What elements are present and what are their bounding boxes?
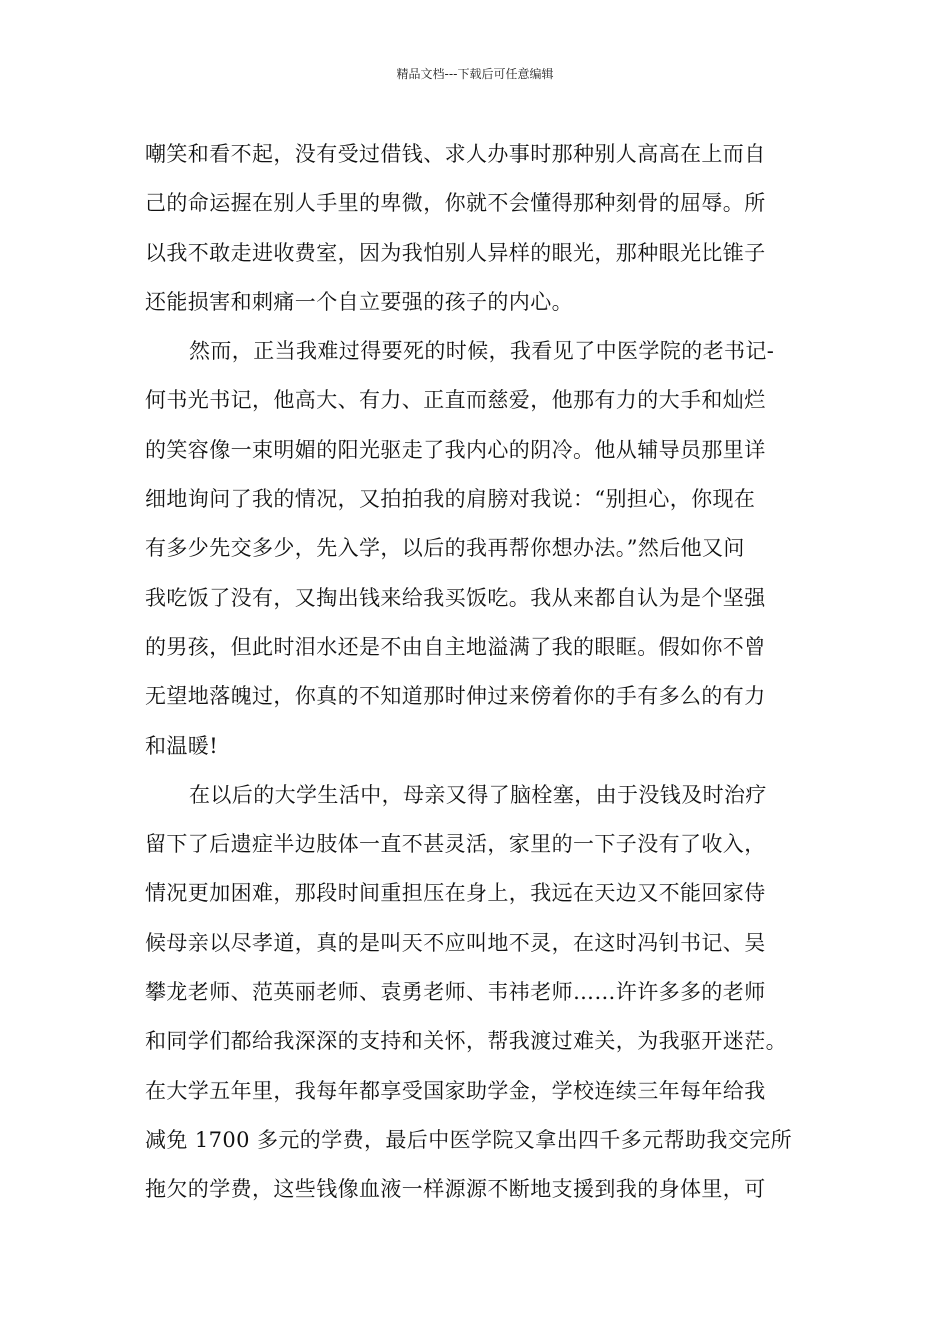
text-line: 在大学五年里，我每年都享受国家助学金，学校连续三年每年给我 [145, 1078, 766, 1103]
text-line: 攀龙老师、范英丽老师、袁勇老师、韦祎老师……许许多多的老师 [145, 980, 766, 1005]
text-line: 和温暖! [145, 733, 219, 758]
text-line: 我吃饭了没有，又掏出钱来给我买饭吃。我从来都自认为是个坚强 [145, 585, 766, 610]
text-line: 还能损害和刺痛一个自立要强的孩子的内心。 [145, 289, 573, 314]
text-line: 然而，正当我难过得要死的时候，我看见了中医学院的老书记- [189, 339, 775, 364]
text-line: 有多少先交多少，先入学，以后的我再帮你想办法。”然后他又问 [145, 536, 745, 561]
text-line: 己的命运握在别人手里的卑微，你就不会懂得那种刻骨的屈辱。所 [145, 191, 766, 216]
text-line: 减免 1700 多元的学费，最后中医学院又拿出四千多元帮助我交完所 [145, 1127, 792, 1152]
text-line: 在以后的大学生活中，母亲又得了脑栓塞，由于没钱及时治疗 [189, 782, 767, 807]
text-line: 的笑容像一束明媚的阳光驱走了我内心的阴冷。他从辅导员那里详 [145, 437, 766, 462]
page-header: 精品文档---下载后可任意编辑 [396, 67, 554, 81]
text-line: 候母亲以尽孝道，真的是叫天不应叫地不灵，在这时冯钊书记、吴 [145, 930, 766, 955]
text-line: 无望地落魄过，你真的不知道那时伸过来傍着你的手有多么的有力 [145, 684, 766, 709]
text-line: 嘲笑和看不起，没有受过借钱、求人办事时那种别人高高在上而自 [145, 142, 766, 166]
text-line: 留下了后遗症半边肢体一直不甚灵活，家里的一下子没有了收入， [145, 832, 766, 857]
text-line: 以我不敢走进收费室，因为我怕别人异样的眼光，那种眼光比锥子 [145, 240, 766, 265]
text-line: 细地询问了我的情况，又拍拍我的肩膀对我说：“别担心，你现在 [145, 487, 756, 512]
text-line: 何书光书记，他高大、有力、正直而慈爱，他那有力的大手和灿烂 [145, 388, 766, 413]
text-line: 情况更加困难，那段时间重担压在身上，我远在天边又不能回家侍 [145, 881, 766, 906]
text-line: 的男孩，但此时泪水还是不由自主地溢满了我的眼眶。假如你不曾 [145, 634, 766, 659]
text-line: 拖欠的学费，这些钱像血液一样源源不断地支援到我的身体里，可 [145, 1177, 766, 1202]
text-line: 和同学们都给我深深的支持和关怀，帮我渡过难关，为我驱开迷茫。 [145, 1029, 787, 1054]
body-text [145, 130, 825, 1215]
